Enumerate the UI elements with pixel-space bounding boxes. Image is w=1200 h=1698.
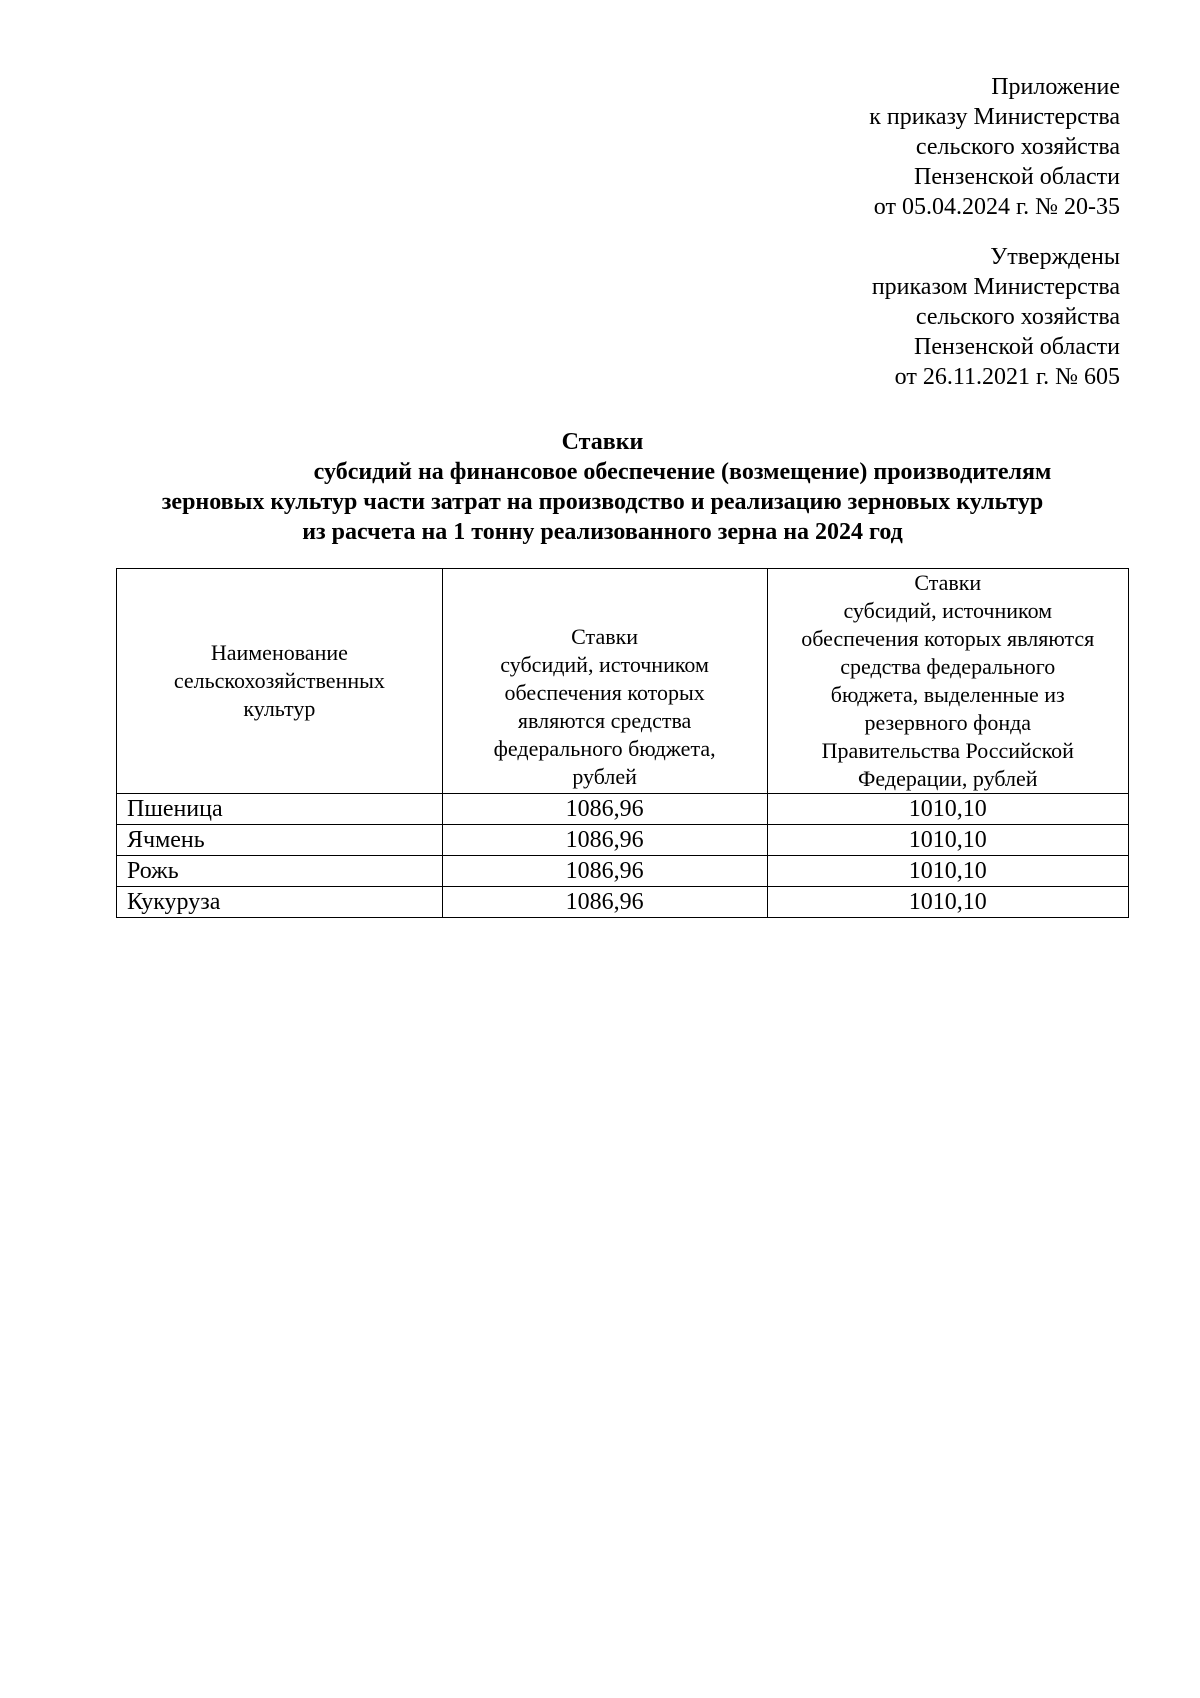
appendix-line: к приказу Министерства bbox=[869, 104, 1120, 130]
header-line: обеспечения которых являются bbox=[801, 626, 1095, 651]
crop-name: Рожь bbox=[117, 856, 443, 887]
approved-line: сельского хозяйства bbox=[915, 304, 1120, 330]
crop-name: Пшеница bbox=[117, 794, 443, 825]
federal-rate: 1086,96 bbox=[442, 856, 767, 887]
approved-line: Утверждены bbox=[990, 244, 1120, 270]
header-line: субсидий, источником bbox=[500, 652, 709, 677]
header-line: бюджета, выделенные из bbox=[830, 682, 1065, 707]
title-line: из расчета на 1 тонну реализованного зерна на 2024 год bbox=[302, 519, 903, 545]
appendix-block bbox=[720, 72, 1120, 222]
header-line: сельскохозяйственных bbox=[173, 668, 385, 693]
appendix-line: Пензенской области bbox=[914, 164, 1120, 190]
document-title bbox=[135, 427, 1070, 547]
reserve-rate: 1010,10 bbox=[767, 887, 1128, 918]
subsidy-rates-table bbox=[116, 568, 1129, 918]
appendix-line: Приложение bbox=[991, 74, 1120, 100]
appendix-order-ref: от 05.04.2024 г. № 20-35 bbox=[873, 194, 1120, 220]
approved-order-ref: от 26.11.2021 г. № 605 bbox=[894, 364, 1120, 390]
table-header-row bbox=[117, 569, 1129, 794]
header-line: обеспечения которых bbox=[504, 680, 705, 705]
header-line: культур bbox=[243, 696, 316, 721]
table-row bbox=[117, 825, 1129, 856]
header-federal-rate bbox=[442, 569, 767, 794]
table-row bbox=[117, 794, 1129, 825]
federal-rate: 1086,96 bbox=[442, 887, 767, 918]
approved-line: Пензенской области bbox=[914, 334, 1120, 360]
header-line: Правительства Российской bbox=[821, 738, 1074, 763]
approved-block bbox=[720, 242, 1120, 392]
federal-rate: 1086,96 bbox=[442, 794, 767, 825]
reserve-rate: 1010,10 bbox=[767, 825, 1128, 856]
title-line: Ставки bbox=[561, 429, 644, 455]
crop-name: Кукуруза bbox=[117, 887, 443, 918]
title-line: субсидий на финансовое обеспечение (возмещение) производителям bbox=[313, 459, 1052, 485]
table-row bbox=[117, 856, 1129, 887]
header-crop-name bbox=[117, 569, 443, 794]
table-row bbox=[117, 887, 1129, 918]
header-line: рублей bbox=[572, 764, 637, 789]
header-line: федерального бюджета, bbox=[493, 736, 716, 761]
federal-rate: 1086,96 bbox=[442, 825, 767, 856]
appendix-line: сельского хозяйства bbox=[915, 134, 1120, 160]
header-reserve-rate bbox=[767, 569, 1128, 794]
header-line: резервного фонда bbox=[864, 710, 1032, 735]
header-line: средства федерального bbox=[840, 654, 1056, 679]
header-line: Наименование bbox=[210, 640, 348, 665]
header-line: субсидий, источником bbox=[843, 598, 1053, 623]
crop-name: Ячмень bbox=[117, 825, 443, 856]
approved-line: приказом Министерства bbox=[871, 274, 1120, 300]
header-line: являются средства bbox=[517, 708, 692, 733]
header-line: Федерации, рублей bbox=[858, 766, 1038, 791]
reserve-rate: 1010,10 bbox=[767, 794, 1128, 825]
header-line: Ставки bbox=[571, 624, 639, 649]
header-line: Ставки bbox=[914, 570, 982, 595]
reserve-rate: 1010,10 bbox=[767, 856, 1128, 887]
title-line: зерновых культур части затрат на производство и реализацию зерновых культур bbox=[161, 489, 1044, 515]
